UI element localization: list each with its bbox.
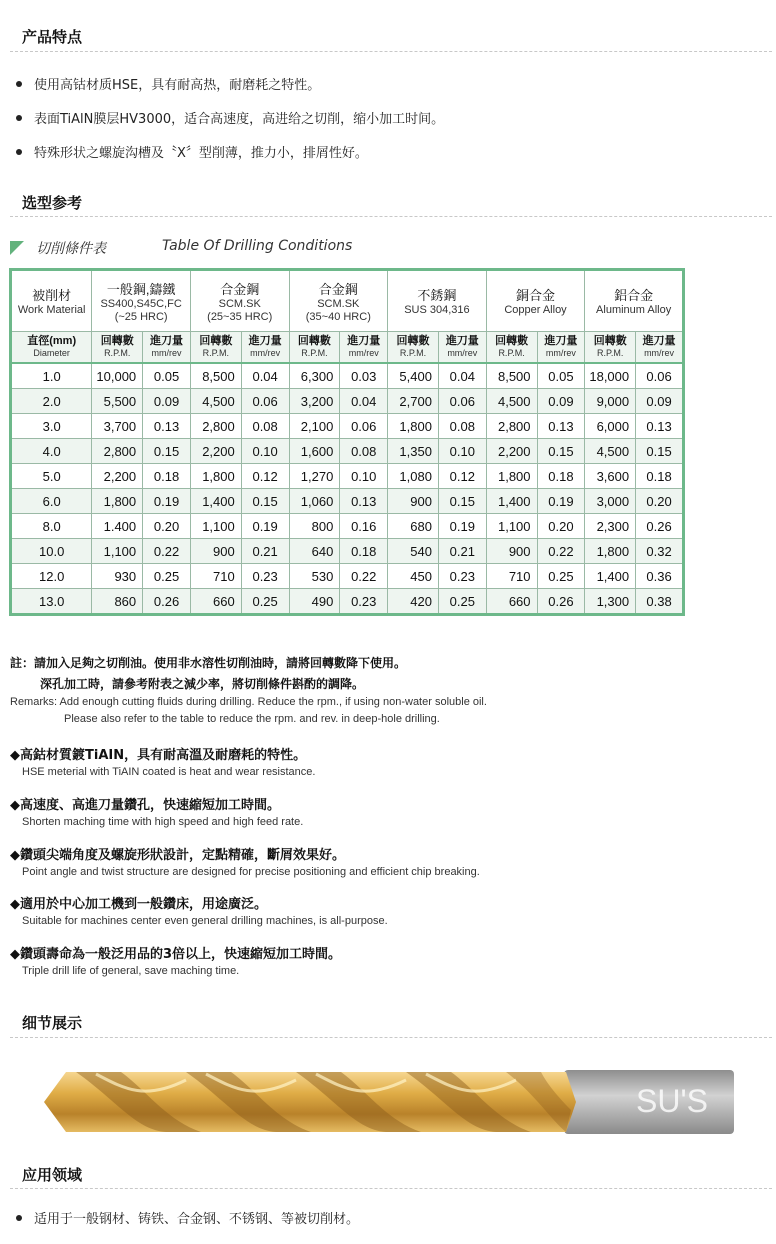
rpm-cell: 420 xyxy=(388,589,439,615)
feed-cell: 0.19 xyxy=(143,489,191,514)
rpm-cell: 1,800 xyxy=(388,414,439,439)
rpm-cell: 2,200 xyxy=(92,464,143,489)
rpm-cell: 530 xyxy=(289,564,340,589)
rpm-header: 回轉數 R.P.M. xyxy=(388,332,439,364)
feed-cell: 0.18 xyxy=(537,464,585,489)
rpm-cell: 1,100 xyxy=(92,539,143,564)
feed-cell: 0.22 xyxy=(537,539,585,564)
detail-title: 细节展示 xyxy=(22,1014,83,1032)
feed-cell: 0.25 xyxy=(537,564,585,589)
table-row xyxy=(11,539,684,564)
feed-cell: 0.15 xyxy=(537,439,585,464)
rpm-cell: 1,300 xyxy=(585,589,636,615)
table-caption-zh: 切削條件表 xyxy=(36,241,106,257)
feed-cell: 0.09 xyxy=(636,389,684,414)
diameter-cell: 1.0 xyxy=(11,363,92,389)
triangle-icon xyxy=(10,241,24,255)
feed-cell: 0.05 xyxy=(143,363,191,389)
feature-point: ◆鑽頭壽命為一般泛用品的3倍以上，快速縮短加工時間。 Triple drill life of general, save maching time. xyxy=(10,947,342,977)
feature-point: ◆適用於中心加工機到一般鑽床，用途廣泛。 Suitable for machines center even general drilling machines, is all-purpose. xyxy=(10,897,388,927)
feed-cell: 0.36 xyxy=(636,564,684,589)
divider xyxy=(10,51,772,52)
drilling-conditions-table xyxy=(9,268,685,616)
rpm-cell: 660 xyxy=(190,589,241,615)
rpm-cell: 1,400 xyxy=(486,489,537,514)
rpm-cell: 1.400 xyxy=(92,514,143,539)
feed-cell: 0.23 xyxy=(340,589,388,615)
rpm-cell: 2,700 xyxy=(388,389,439,414)
feed-cell: 0.03 xyxy=(340,363,388,389)
rpm-cell: 1,400 xyxy=(585,564,636,589)
feed-cell: 0.16 xyxy=(340,514,388,539)
feed-cell: 0.23 xyxy=(438,564,486,589)
rpm-cell: 1,270 xyxy=(289,464,340,489)
feed-cell: 0.19 xyxy=(537,489,585,514)
list-item: 表面TiAlN膜层HV3000，适合高速度，高进给之切削，缩小加工时间。 xyxy=(14,108,444,142)
feed-cell: 0.08 xyxy=(438,414,486,439)
rpm-cell: 860 xyxy=(92,589,143,615)
table-row xyxy=(11,439,684,464)
rpm-cell: 9,000 xyxy=(585,389,636,414)
feed-cell: 0.04 xyxy=(340,389,388,414)
rpm-cell: 6,000 xyxy=(585,414,636,439)
table-row xyxy=(11,389,684,414)
table-caption xyxy=(10,238,610,258)
selection-title: 选型参考 xyxy=(22,194,83,212)
table-row xyxy=(11,564,684,589)
feed-cell: 0.08 xyxy=(340,439,388,464)
feed-header: 進刀量 mm/rev xyxy=(438,332,486,364)
feed-cell: 0.06 xyxy=(636,363,684,389)
rpm-cell: 1,350 xyxy=(388,439,439,464)
rpm-cell: 900 xyxy=(486,539,537,564)
feed-cell: 0.18 xyxy=(340,539,388,564)
rpm-cell: 4,500 xyxy=(486,389,537,414)
features-list xyxy=(14,74,444,176)
divider xyxy=(10,1188,772,1189)
list-item: 特殊形状之螺旋沟槽及〝X〞型削薄，推力小，排屑性好。 xyxy=(14,142,444,176)
rpm-cell: 18,000 xyxy=(585,363,636,389)
rpm-cell: 4,500 xyxy=(585,439,636,464)
application-title: 应用领域 xyxy=(22,1166,83,1184)
rpm-cell: 450 xyxy=(388,564,439,589)
rpm-cell: 680 xyxy=(388,514,439,539)
feed-cell: 0.13 xyxy=(143,414,191,439)
feed-cell: 0.06 xyxy=(438,389,486,414)
rpm-cell: 5,400 xyxy=(388,363,439,389)
rpm-cell: 3,700 xyxy=(92,414,143,439)
diameter-cell: 13.0 xyxy=(11,589,92,615)
feed-cell: 0.18 xyxy=(636,464,684,489)
feed-cell: 0.04 xyxy=(438,363,486,389)
rpm-cell: 1,800 xyxy=(190,464,241,489)
feed-cell: 0.13 xyxy=(340,489,388,514)
feed-cell: 0.26 xyxy=(636,514,684,539)
remark-zh-2: 深孔加工時，請參考附表之減少率，將切削條件斟酌的調降。 xyxy=(40,677,365,691)
table-row xyxy=(11,363,684,389)
feed-header: 進刀量 mm/rev xyxy=(241,332,289,364)
rpm-cell: 640 xyxy=(289,539,340,564)
rpm-cell: 660 xyxy=(486,589,537,615)
feed-cell: 0.05 xyxy=(537,363,585,389)
rpm-cell: 2,800 xyxy=(92,439,143,464)
material-header: 銅合金 Copper Alloy xyxy=(486,270,585,332)
feed-cell: 0.13 xyxy=(636,414,684,439)
rpm-cell: 1,060 xyxy=(289,489,340,514)
table-row xyxy=(11,489,684,514)
rpm-cell: 3,000 xyxy=(585,489,636,514)
diameter-cell: 2.0 xyxy=(11,389,92,414)
rpm-header: 回轉數 R.P.M. xyxy=(585,332,636,364)
feature-point: ◆高速度、高進刀量鑽孔，快速縮短加工時間。 Shorten maching time with high speed and high feed rate. xyxy=(10,798,304,828)
material-header: 合金鋼 SCM.SK (25~35 HRC) xyxy=(190,270,289,332)
diameter-cell: 4.0 xyxy=(11,439,92,464)
feed-cell: 0.32 xyxy=(636,539,684,564)
feed-cell: 0.13 xyxy=(537,414,585,439)
rpm-cell: 2,100 xyxy=(289,414,340,439)
table-row xyxy=(11,464,684,489)
feed-cell: 0.10 xyxy=(340,464,388,489)
table-caption-en: Table Of Drilling Conditions xyxy=(162,238,353,254)
rpm-cell: 1,800 xyxy=(486,464,537,489)
feed-cell: 0.09 xyxy=(143,389,191,414)
feed-cell: 0.19 xyxy=(438,514,486,539)
feed-cell: 0.20 xyxy=(143,514,191,539)
rpm-header: 回轉數 R.P.M. xyxy=(486,332,537,364)
list-item: 使用高钴材质HSE，具有耐高热，耐磨耗之特性。 xyxy=(14,74,444,108)
features-title: 产品特点 xyxy=(22,28,83,46)
rpm-header: 回轉數 R.P.M. xyxy=(190,332,241,364)
rpm-cell: 2,800 xyxy=(486,414,537,439)
feed-cell: 0.15 xyxy=(241,489,289,514)
rpm-header: 回轉數 R.P.M. xyxy=(92,332,143,364)
rpm-cell: 8,500 xyxy=(190,363,241,389)
rpm-cell: 1,080 xyxy=(388,464,439,489)
feed-cell: 0.22 xyxy=(340,564,388,589)
feature-point: ◆高鈷材質鍍TiAIN，具有耐高溫及耐磨耗的特性。 HSE meterial with TiAIN coated is heat and wear resistance. xyxy=(10,748,316,778)
rpm-cell: 2,300 xyxy=(585,514,636,539)
feed-cell: 0.25 xyxy=(143,564,191,589)
feed-cell: 0.06 xyxy=(241,389,289,414)
remark-en-1: Remarks: Add enough cutting fluids during drilling. Reduce the rpm., if using non-water soluble oil. xyxy=(10,696,487,708)
rpm-cell: 540 xyxy=(388,539,439,564)
rpm-cell: 2,200 xyxy=(486,439,537,464)
divider xyxy=(10,1037,772,1038)
material-header: 不銹鋼 SUS 304,316 xyxy=(388,270,487,332)
diameter-header: 直徑(mm) Diameter xyxy=(11,332,92,364)
rpm-cell: 2,200 xyxy=(190,439,241,464)
feature-point: ◆鑽頭尖端角度及螺旋形狀設計，定點精確，斷屑效果好。 Point angle and twist structure are designed for precise positioning and efficient chip breaking. xyxy=(10,848,480,878)
material-header: 鋁合金 Aluminum Alloy xyxy=(585,270,684,332)
drill-bit-image xyxy=(36,1060,742,1144)
rpm-cell: 8,500 xyxy=(486,363,537,389)
feed-cell: 0.04 xyxy=(241,363,289,389)
rpm-cell: 3,600 xyxy=(585,464,636,489)
rpm-cell: 930 xyxy=(92,564,143,589)
list-item: 适用于一般钢材、铸铁、合金钢、不锈钢、等被切削材。 xyxy=(14,1208,359,1230)
remark-zh-1: 註：請加入足夠之切削油。使用非水溶性切削油時，請將回轉數降下使用。 xyxy=(10,656,407,670)
diameter-cell: 5.0 xyxy=(11,464,92,489)
rpm-header: 回轉數 R.P.M. xyxy=(289,332,340,364)
feed-cell: 0.26 xyxy=(537,589,585,615)
feed-cell: 0.20 xyxy=(537,514,585,539)
feed-cell: 0.21 xyxy=(241,539,289,564)
feed-cell: 0.21 xyxy=(438,539,486,564)
feed-cell: 0.10 xyxy=(438,439,486,464)
rpm-cell: 710 xyxy=(486,564,537,589)
diameter-cell: 6.0 xyxy=(11,489,92,514)
diameter-cell: 8.0 xyxy=(11,514,92,539)
rpm-cell: 4,500 xyxy=(190,389,241,414)
feed-header: 進刀量 mm/rev xyxy=(340,332,388,364)
feed-cell: 0.10 xyxy=(241,439,289,464)
rpm-cell: 2,800 xyxy=(190,414,241,439)
rpm-cell: 1,400 xyxy=(190,489,241,514)
feed-cell: 0.06 xyxy=(340,414,388,439)
feed-cell: 0.25 xyxy=(438,589,486,615)
table-row xyxy=(11,514,684,539)
rpm-cell: 10,000 xyxy=(92,363,143,389)
feed-cell: 0.19 xyxy=(241,514,289,539)
feed-cell: 0.18 xyxy=(143,464,191,489)
rpm-cell: 710 xyxy=(190,564,241,589)
feed-header: 進刀量 mm/rev xyxy=(143,332,191,364)
rpm-cell: 1,800 xyxy=(92,489,143,514)
rpm-cell: 1,100 xyxy=(486,514,537,539)
feed-cell: 0.15 xyxy=(143,439,191,464)
diameter-cell: 3.0 xyxy=(11,414,92,439)
feed-cell: 0.12 xyxy=(438,464,486,489)
rpm-cell: 1,600 xyxy=(289,439,340,464)
feed-cell: 0.12 xyxy=(241,464,289,489)
feed-cell: 0.26 xyxy=(143,589,191,615)
rpm-cell: 3,200 xyxy=(289,389,340,414)
work-material-header: 被削材 Work Material xyxy=(11,270,92,332)
divider xyxy=(10,216,772,217)
application-list xyxy=(14,1208,359,1230)
material-header: 一般鋼,鑄鐵 SS400,S45C,FC (~25 HRC) xyxy=(92,270,191,332)
table-row xyxy=(11,589,684,615)
feed-cell: 0.15 xyxy=(438,489,486,514)
feed-header: 進刀量 mm/rev xyxy=(537,332,585,364)
rpm-cell: 800 xyxy=(289,514,340,539)
rpm-cell: 490 xyxy=(289,589,340,615)
feed-cell: 0.08 xyxy=(241,414,289,439)
feed-cell: 0.09 xyxy=(537,389,585,414)
rpm-cell: 900 xyxy=(190,539,241,564)
table-row xyxy=(11,414,684,439)
feed-header: 進刀量 mm/rev xyxy=(636,332,684,364)
feed-cell: 0.38 xyxy=(636,589,684,615)
feed-cell: 0.15 xyxy=(636,439,684,464)
rpm-cell: 1,100 xyxy=(190,514,241,539)
feed-cell: 0.23 xyxy=(241,564,289,589)
feed-cell: 0.20 xyxy=(636,489,684,514)
feed-cell: 0.25 xyxy=(241,589,289,615)
diameter-cell: 12.0 xyxy=(11,564,92,589)
material-header: 合金鋼 SCM.SK (35~40 HRC) xyxy=(289,270,388,332)
rpm-cell: 6,300 xyxy=(289,363,340,389)
rpm-cell: 1,800 xyxy=(585,539,636,564)
rpm-cell: 5,500 xyxy=(92,389,143,414)
feed-cell: 0.22 xyxy=(143,539,191,564)
diameter-cell: 10.0 xyxy=(11,539,92,564)
drill-brand: SU'S xyxy=(636,1083,708,1119)
remark-en-2: Please also refer to the table to reduce the rpm. and rev. in deep-hole drilling. xyxy=(64,713,440,725)
rpm-cell: 900 xyxy=(388,489,439,514)
